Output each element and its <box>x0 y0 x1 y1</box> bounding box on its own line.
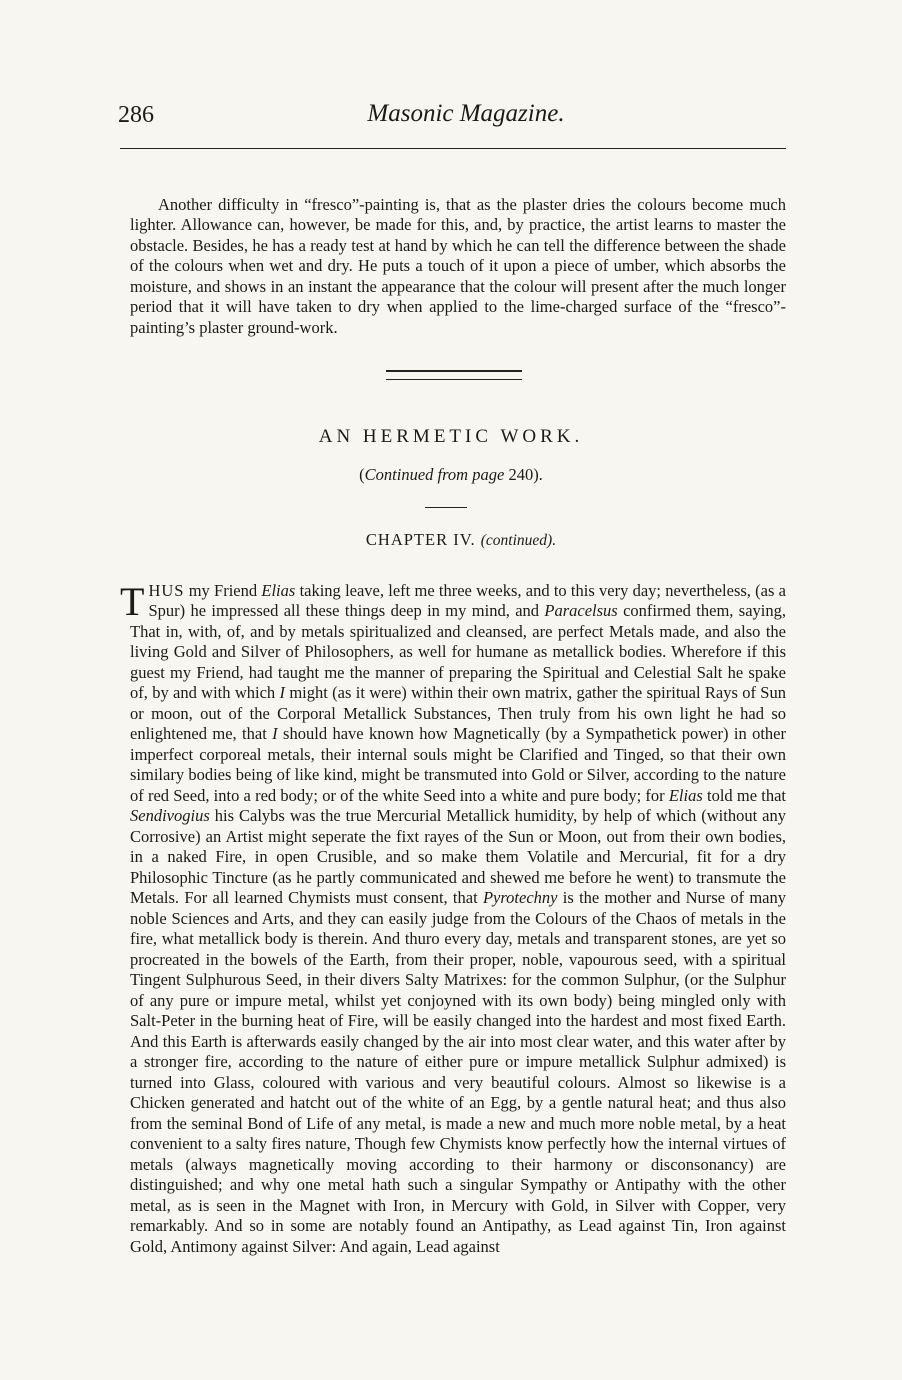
chapter-body <box>120 578 786 1258</box>
term-pyrotechny: Pyrotechny <box>482 888 558 907</box>
body-text: confirmed them, saying, That in, with, of, and by metals spiritualized and cleansed, are perfect Metals made, and also the living Gold and Silver of Philosophers, as well for humane as metallick bodies. Wherefore if this guest my Friend, had taught me the manner of preparing the Spiritual and Celestial Salt he spake of, by and with which <box>130 601 786 702</box>
drop-cap: T <box>120 578 145 624</box>
chapter-heading <box>0 530 902 550</box>
body-text: told me that <box>702 785 786 805</box>
opening-caps: HUS <box>148 580 185 600</box>
body-text: taking leave, left me three weeks, and to this very day; nevertheless, (as a Spur) he impressed all these things deep in my mind, and <box>148 580 786 620</box>
body-text: might (as it were) within their own matrix, gather the spiritual Rays of Sun or moon, out of the Corporal Metallick Substances, Then truly from his own light he had so enlightened me, that <box>130 683 786 743</box>
name-elias: Elias <box>668 785 703 805</box>
continued-open: ( <box>359 465 365 484</box>
name-elias: Elias <box>261 580 296 600</box>
body-text: my Friend <box>184 580 262 600</box>
section-divider <box>386 370 522 380</box>
running-title: Masonic Magazine. <box>367 100 565 127</box>
italic-pronoun: I <box>279 683 285 702</box>
continued-label: Continued from page <box>364 465 505 484</box>
header-rule <box>120 148 786 149</box>
continued-close: ). <box>533 465 543 484</box>
chapter-note: (continued). <box>480 532 557 549</box>
previous-article-paragraph: Another difficulty in “fresco”-painting is, that as the plaster dries the colours become much lighter. Allowance can, however, be made for this, and, by practice, the artist learns to master the obstacle. Besides, he has a ready test at hand by which he can tell the difference between the shade of the colours when wet and dry. He puts a touch of it upon a piece of umber, which absorbs the moisture, and shows in an instant the appearance that the colour will present after the much longer period that it will have taken to dry when applied to the lime-charged surface of the “fresco”-painting’s plaster ground-work. <box>130 194 786 337</box>
short-divider <box>425 507 467 508</box>
body-text: should have known how Magnetically (by a Sympathetick power) in other imperfect corporeal metals, their internal souls might be Clarified and Tinged, so that their own similary bodies being of like kind, might be transmuted into Gold or Silver, according to the nature of red Seed, into a red body; or of the white Seed into a white and pure body; for <box>130 724 786 805</box>
name-paracelsus: Paracelsus <box>544 601 618 620</box>
body-text: his Calybs was the true Mercurial Metallick humidity, by help of which (without any Corrosive) an Artist might seperate the fixt rayes of the Sun or Moon, out from their own bodies, in a naked Fire, in open Crusible, and so make them Volatile and Mercurial, fit for a dry Philosophic Tincture (as he partly communicated and shewed me before he went) to transmute the Metals. For all learned Chymists must consent, that <box>130 806 786 907</box>
chapter-number: CHAPTER IV. <box>365 530 476 549</box>
page-number: 286 <box>118 102 154 128</box>
italic-pronoun: I <box>272 724 278 743</box>
name-sendivogius: Sendivogius <box>130 806 210 825</box>
continued-page: 240 <box>508 465 534 484</box>
body-text: is the mother and Nurse of many noble Sciences and Arts, and they can easily judge from the Colours of the Chaos of metals in the fire, what metallick body is therein. And thuro every day, metals and transparent stones, are yet so procreated in the bowels of the Earth, from their proper, noble, vapourous seed, with a spiritual Tingent Sulphurous Seed, in their divers Salty Matrixes: for the common Sulphur, (or the Sulphur of any pure or impure metal, whilst yet conjoyned with its own body) being mingled only with Salt-Peter in the burning heat of Fire, will be easily changed into the hardest and most fixed Earth. And this Earth is afterwards easily changed by the air into most clear water, and this water after by a stronger fire, according to the nature of either pure or impure metallick Sulphur admixed) is turned into Glass, coloured with various and very beautiful colours. Almost so likewise is a Chicken generated and hatcht out of the white of an Egg, by a gentle natural heat; and thus also from the seminal Bond of Life of any metal, is made a new and much more noble metal, by a heat convenient to a salty fires nature, Though few Chymists know perfectly how the internal virtues of metals (always magnetically moving according to their harmony or disconsonancy) are distinguished; and why one metal hath such a singular Sympathy or Antipathy with the other metal, as is seen in the Magnet with Iron, in Mercury with Gold, in Silver with Copper, very remarkably. And so in some are notably found an Antipathy, as Lead against Tin, Iron against Gold, Antimony against Silver: And again, Lead against <box>130 888 786 1256</box>
continued-note <box>0 465 902 485</box>
article-title: AN HERMETIC WORK. <box>318 426 584 447</box>
